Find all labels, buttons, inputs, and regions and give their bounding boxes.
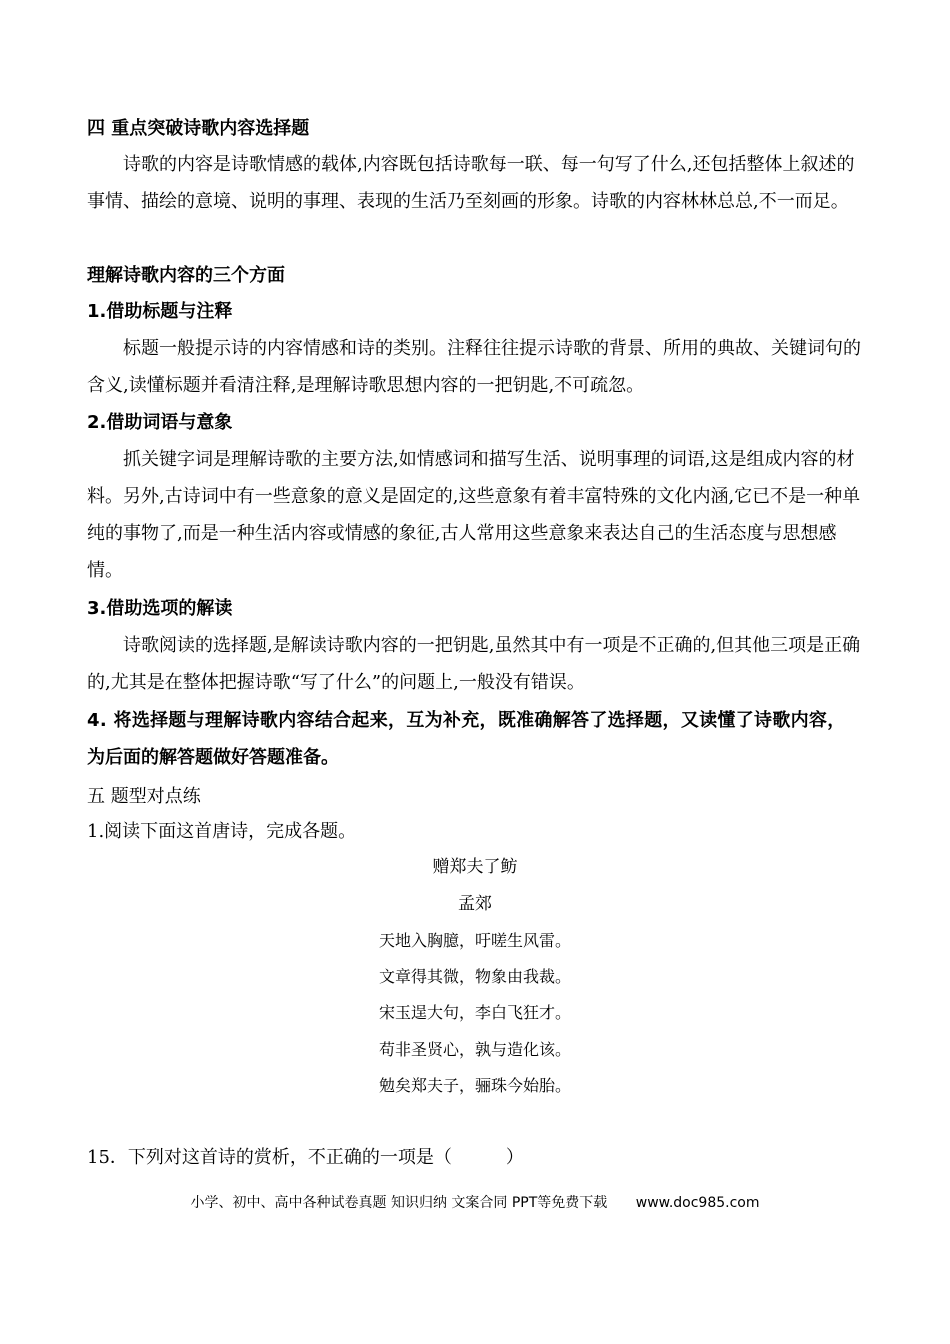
- point-title-3: 3.借助选项的解读: [87, 598, 233, 619]
- poem-line: 苟非圣贤心，孰与造化该。: [378, 1040, 571, 1059]
- point-body-3: 诗歌阅读的选择题,是解读诗歌内容的一把钥匙,虽然其中有一项是不正确的,但其他三项是正确的,尤其是在整体把握诗歌“写了什么”的问题上,一般没有错误。: [87, 635, 861, 693]
- poem-line: 天地入胸臆，吁嗟生风雷。: [378, 931, 571, 950]
- poem-line: 文章得其微，物象由我裁。: [378, 967, 571, 986]
- section-heading: 四 重点突破诗歌内容选择题: [87, 118, 310, 139]
- intro-paragraph: 诗歌的内容是诗歌情感的载体,内容既包括诗歌每一联、每一句写了什么,还包括整体上叙述的事情、描绘的意境、说明的事理、表现的生活乃至刻画的形象。诗歌的内容林林总总,不一而足。: [87, 154, 855, 212]
- poem-title: 赠郑夫了鲂: [432, 857, 518, 877]
- poem-line: 勉矣郑夫子，骊珠今始胎。: [378, 1076, 571, 1095]
- subheading: 理解诗歌内容的三个方面: [87, 265, 285, 286]
- point-4-line-2: 为后面的解答题做好答题准备。: [87, 747, 339, 768]
- poem-author: 孟郊: [458, 894, 492, 914]
- footer-text: 小学、初中、高中各种试卷真题 知识归纳 文案合同 PPT等免费下载: [190, 1195, 608, 1211]
- point-4-line-1: 4. 将选择题与理解诗歌内容结合起来，互为补充，既准确解答了选择题，又读懂了诗歌内容，: [87, 710, 846, 731]
- section-heading-5: 五 题型对点练: [87, 786, 201, 807]
- point-body-2: 抓关键字词是理解诗歌的主要方法,如情感词和描写生活、说明事理的词语,这是组成内容的材料。另外,古诗词中有一些意象的意义是固定的,这些意象有着丰富特殊的文化内涵,它已不是一种单纯的事物了,而是一种生活内容或情感的象征,古人常用这些意象来表达自己的生活态度与思想感情。: [87, 449, 861, 581]
- question-intro: 1.阅读下面这首唐诗，完成各题。: [87, 821, 357, 842]
- question-15: 15．下列对这首诗的赏析，不正确的一项是（ ）: [87, 1147, 524, 1168]
- footer-link[interactable]: www.doc985.com: [635, 1195, 760, 1211]
- point-title-2: 2.借助词语与意象: [87, 412, 233, 433]
- point-body-1: 标题一般提示诗的内容情感和诗的类别。注释往往提示诗歌的背景、所用的典故、关键词句的含义,读懂标题并看清注释,是理解诗歌思想内容的一把钥匙,不可疏忽。: [87, 338, 861, 396]
- page-footer: [0, 1192, 950, 1212]
- point-title-1: 1.借助标题与注释: [87, 301, 233, 322]
- poem-line: 宋玉逞大句，李白飞狂才。: [378, 1003, 571, 1022]
